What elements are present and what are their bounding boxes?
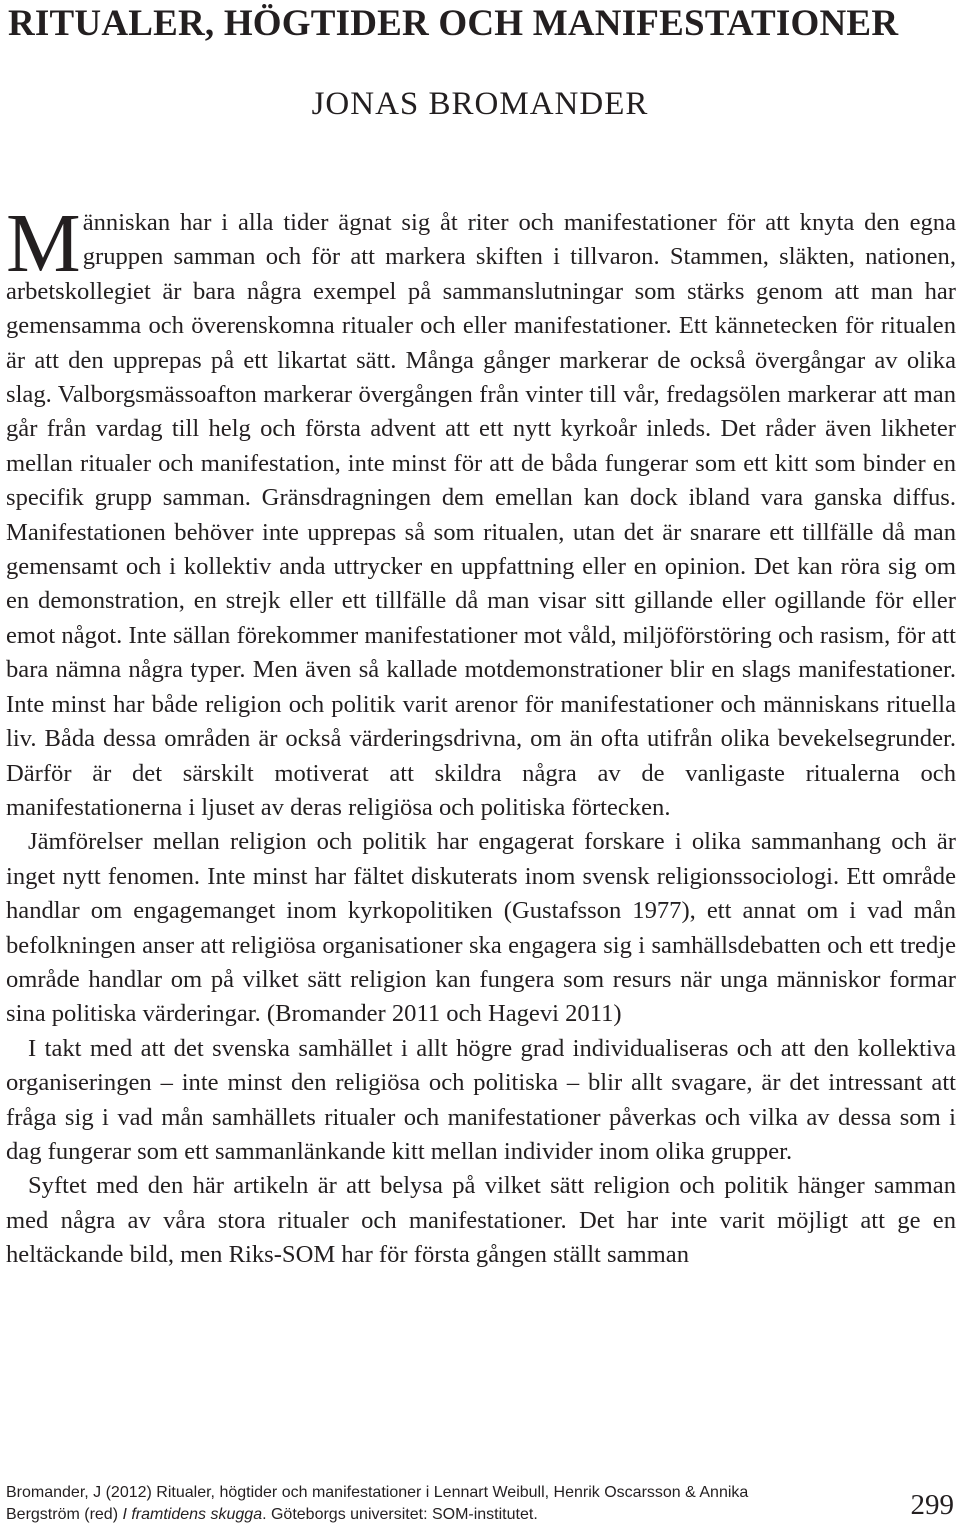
paragraph: Jämförelser mellan religion och politik har engagerat forskare i olika sammanhang och är inget nytt fenomen. Inte minst har fältet diskuterats inom svensk religionssociologi. Ett område handlar om engagemanget inom kyrkopolitiken (Gustafsson 1977), ett annat om i vad mån befolkningen anser att religiösa organisationer ska engagera sig i samhällsdebatten och ett tredje område handlar om på vilket sätt religion kan fungera som resurs när unga människor formar sina politiska värderingar. (Bromander 2011 och Hagevi 2011) [6,828,956,1028]
paragraph-intro: Människan har i alla tider ägnat sig åt riter och manifestationer för att knyta den egna gruppen samman och för att markera skiften i tillvaron. Stammen, släkten, nationen, arbetskollegiet är bara några exempel på sammanslutningar som stärks genom att man har gemensamma och överenskomna ritualer och eller manifestationer. Ett kännetecken för ritualen är att den upprepas på ett likartat sätt. Många gånger markerar de också övergångar av olika slag. Valborgsmässoafton markerar övergången från vinter till vår, fredagsölen markerar att man går från vardag till helg och första advent att ett nytt kyrkoår inleds. Det råder även likheter mellan ritualer och manifestation, inte minst för att de båda fungerar som ett kitt som binder en specifik grupp samman. Gränsdragningen dem emellan kan dock ibland vara ganska diffus. Manifestationen behöver inte upprepas så som ritualen, utan det är snarare ett tillfälle då man gemensamt och i kollektiv anda uttrycker en uppfattning eller en opinion. Det kan röra sig om en demonstration, en strejk eller ett tillfälle då man visar sitt gillande eller ogillande för eller emot något. Inte sällan förekommer manifestationer mot våld, miljöförstöring och rasism, för att bara nämna några typer. Men även så kallade motdemonstrationer blir en slags manifestationer. Inte minst har både religion och politik varit arenor för manifestationer och människans rituella liv. Båda dessa områden är också värderingsdrivna, om än ofta utifrån olika bevekelsegrunder. Därför är det särskilt motiverat att skildra några av de vanligaste ritualerna och manifestationerna i ljuset av deras religiösa och politiska förtecken. [6,197,956,821]
article-body [6,197,956,1273]
page-number: 299 [910,1489,954,1521]
paragraph: Syftet med den här artikeln är att belysa på vilket sätt religion och politik hänger samman med några av våra stora ritualer och manifestationer. Det har inte varit möjligt att ge en heltäckande bild, men Riks-SOM har för första gången ställt samman [6,1172,956,1269]
citation-text: Bromander, J (2012) Ritualer, högtider och manifestationer i Lennart Weibull, Henrik Oscarsson & Annika Bergström (red) [6,1484,749,1523]
citation-footnote [6,1482,766,1525]
article-title: RITUALER, HÖGTIDER OCH MANIFESTATIONER [8,3,899,44]
book-title: I framtidens skugga [122,1505,263,1523]
paragraph: I takt med att det svenska samhället i allt högre grad individualiseras och att den kollektiva organiseringen – inte minst den religiösa och politiska – blir allt svagare, är det intressant att fråga sig i vad mån samhällets ritualer och manifestationer påverkas och vilka av dessa som i dag fungerar som ett sammanlänkande kitt mellan individer inom olika grupper. [6,1034,956,1165]
citation-publisher: . Göteborgs universitet: SOM-institutet. [262,1505,538,1523]
author-name: JONAS BROMANDER [311,86,649,122]
